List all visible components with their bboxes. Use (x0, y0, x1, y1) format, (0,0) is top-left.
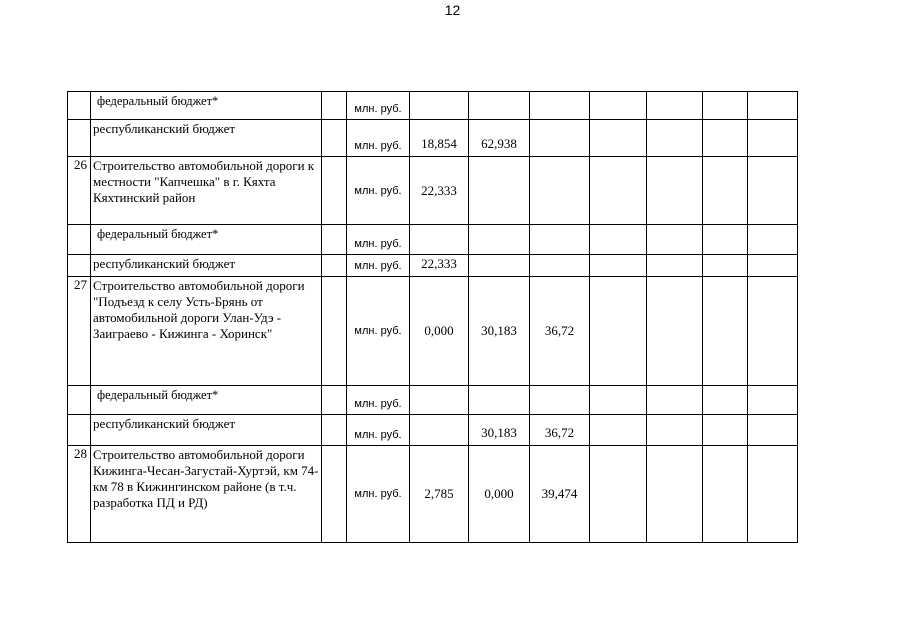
empty-cell (322, 255, 347, 277)
value-cell-6 (703, 92, 748, 120)
table-row (68, 157, 798, 225)
value-cell-6 (703, 255, 748, 277)
value-cell-5 (647, 157, 703, 225)
value-cell-6 (703, 277, 748, 386)
value-cell-3 (530, 225, 590, 255)
value-cell-3: 36,72 (530, 415, 590, 446)
table-row (68, 255, 798, 277)
empty-cell (322, 415, 347, 446)
value-cell-5 (647, 255, 703, 277)
value-cell-4 (590, 446, 647, 543)
value-cell-3: 36,72 (530, 277, 590, 386)
row-description: федеральный бюджет* (91, 92, 322, 120)
row-description: федеральный бюджет* (91, 225, 322, 255)
row-number (68, 120, 91, 157)
value-cell-5 (647, 386, 703, 415)
row-description: Строительство автомобильной дороги к местности "Капчешка" в г. Кяхта Кяхтинский район (91, 157, 322, 225)
value-cell-2 (469, 225, 530, 255)
row-number (68, 386, 91, 415)
value-cell-5 (647, 446, 703, 543)
value-cell-6 (703, 157, 748, 225)
value-cell-5 (647, 277, 703, 386)
value-cell-3 (530, 255, 590, 277)
value-cell-5 (647, 225, 703, 255)
row-number (68, 225, 91, 255)
empty-cell (322, 92, 347, 120)
value-cell-3: 39,474 (530, 446, 590, 543)
value-cell-1: 22,333 (410, 157, 469, 225)
value-cell-6 (703, 415, 748, 446)
row-unit: млн. руб. (347, 120, 410, 157)
table-row (68, 446, 798, 543)
row-unit: млн. руб. (347, 92, 410, 120)
row-description: федеральный бюджет* (91, 386, 322, 415)
value-cell-3 (530, 157, 590, 225)
table-row (68, 120, 798, 157)
row-description: республиканский бюджет (91, 255, 322, 277)
value-cell-4 (590, 92, 647, 120)
row-unit: млн. руб. (347, 255, 410, 277)
value-cell-3 (530, 92, 590, 120)
row-unit: млн. руб. (347, 277, 410, 386)
value-cell-2 (469, 386, 530, 415)
value-cell-1: 18,854 (410, 120, 469, 157)
value-cell-2: 30,183 (469, 415, 530, 446)
value-cell-1 (410, 225, 469, 255)
table-row (68, 415, 798, 446)
value-cell-5 (647, 92, 703, 120)
value-cell-7 (748, 386, 798, 415)
table-row (68, 277, 798, 386)
row-unit: млн. руб. (347, 446, 410, 543)
value-cell-2 (469, 92, 530, 120)
value-cell-3 (530, 386, 590, 415)
table-row (68, 92, 798, 120)
value-cell-4 (590, 386, 647, 415)
empty-cell (322, 157, 347, 225)
value-cell-6 (703, 120, 748, 157)
row-number: 26 (68, 157, 91, 225)
table-row (68, 225, 798, 255)
budget-table (67, 91, 798, 543)
value-cell-1: 22,333 (410, 255, 469, 277)
value-cell-7 (748, 277, 798, 386)
value-cell-4 (590, 415, 647, 446)
value-cell-5 (647, 415, 703, 446)
value-cell-4 (590, 255, 647, 277)
value-cell-7 (748, 446, 798, 543)
row-description: республиканский бюджет (91, 415, 322, 446)
value-cell-4 (590, 225, 647, 255)
row-unit: млн. руб. (347, 386, 410, 415)
value-cell-2: 62,938 (469, 120, 530, 157)
row-number (68, 92, 91, 120)
value-cell-7 (748, 415, 798, 446)
value-cell-3 (530, 120, 590, 157)
value-cell-7 (748, 255, 798, 277)
value-cell-1 (410, 415, 469, 446)
value-cell-6 (703, 225, 748, 255)
empty-cell (322, 277, 347, 386)
row-description: Строительство автомобильной дороги Кижинга-Чесан-Загустай-Хуртэй, км 74- км 78 в Кижингинском районе (в т.ч. разработка ПД и РД) (91, 446, 322, 543)
row-unit: млн. руб. (347, 225, 410, 255)
empty-cell (322, 446, 347, 543)
empty-cell (322, 225, 347, 255)
value-cell-4 (590, 157, 647, 225)
value-cell-2: 0,000 (469, 446, 530, 543)
table-row (68, 386, 798, 415)
value-cell-4 (590, 277, 647, 386)
row-number (68, 415, 91, 446)
empty-cell (322, 120, 347, 157)
value-cell-7 (748, 92, 798, 120)
row-number (68, 255, 91, 277)
value-cell-6 (703, 446, 748, 543)
value-cell-4 (590, 120, 647, 157)
row-number: 27 (68, 277, 91, 386)
value-cell-2: 30,183 (469, 277, 530, 386)
row-number: 28 (68, 446, 91, 543)
page-number: 12 (444, 2, 461, 18)
value-cell-1: 0,000 (410, 277, 469, 386)
value-cell-2 (469, 255, 530, 277)
value-cell-1: 2,785 (410, 446, 469, 543)
value-cell-7 (748, 157, 798, 225)
row-description: республиканский бюджет (91, 120, 322, 157)
value-cell-7 (748, 120, 798, 157)
value-cell-1 (410, 92, 469, 120)
value-cell-5 (647, 120, 703, 157)
row-description: Строительство автомобильной дороги "Подъезд к селу Усть-Брянь от автомобильной дороги Улан-Удэ - Заиграево - Кижинга - Хоринск" (91, 277, 322, 386)
value-cell-1 (410, 386, 469, 415)
row-unit: млн. руб. (347, 157, 410, 225)
value-cell-7 (748, 225, 798, 255)
row-unit: млн. руб. (347, 415, 410, 446)
value-cell-2 (469, 157, 530, 225)
empty-cell (322, 386, 347, 415)
value-cell-6 (703, 386, 748, 415)
